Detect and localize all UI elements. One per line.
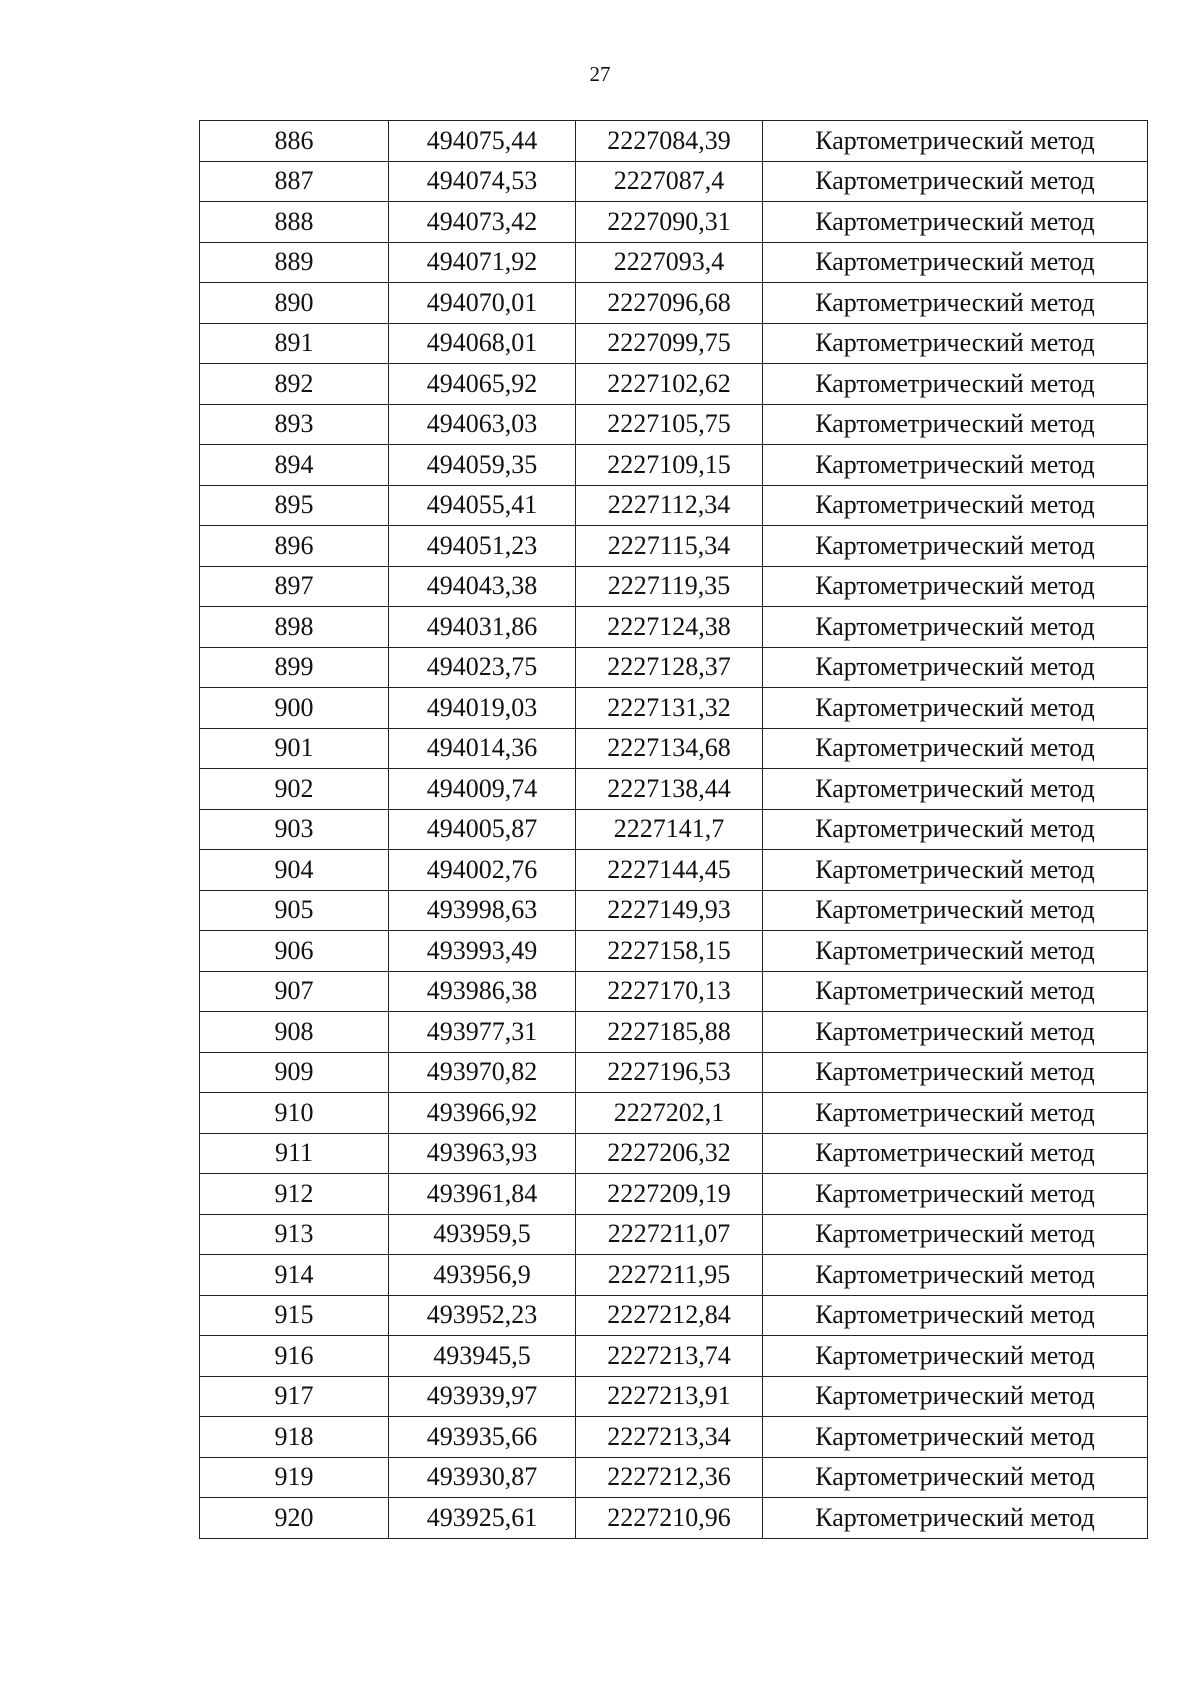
method-cell: Картометрический метод bbox=[763, 566, 1148, 607]
y-coordinate-cell: 2227144,45 bbox=[576, 850, 763, 891]
x-coordinate-cell: 493952,23 bbox=[389, 1295, 576, 1336]
table-row bbox=[200, 1052, 1148, 1093]
y-coordinate-cell: 2227213,74 bbox=[576, 1336, 763, 1377]
point-number-cell: 917 bbox=[200, 1376, 389, 1417]
method-cell: Картометрический метод bbox=[763, 1133, 1148, 1174]
y-coordinate-cell: 2227206,32 bbox=[576, 1133, 763, 1174]
x-coordinate-cell: 493930,87 bbox=[389, 1457, 576, 1498]
table-row bbox=[200, 566, 1148, 607]
method-cell: Картометрический метод bbox=[763, 364, 1148, 405]
y-coordinate-cell: 2227115,34 bbox=[576, 526, 763, 567]
method-cell: Картометрический метод bbox=[763, 1295, 1148, 1336]
y-coordinate-cell: 2227119,35 bbox=[576, 566, 763, 607]
table-row bbox=[200, 242, 1148, 283]
table-row bbox=[200, 485, 1148, 526]
table-row bbox=[200, 121, 1148, 162]
method-cell: Картометрический метод bbox=[763, 283, 1148, 324]
table-row bbox=[200, 607, 1148, 648]
y-coordinate-cell: 2227212,36 bbox=[576, 1457, 763, 1498]
method-cell: Картометрический метод bbox=[763, 445, 1148, 486]
table-row bbox=[200, 1417, 1148, 1458]
table-row bbox=[200, 647, 1148, 688]
method-cell: Картометрический метод bbox=[763, 1457, 1148, 1498]
point-number-cell: 893 bbox=[200, 404, 389, 445]
point-number-cell: 915 bbox=[200, 1295, 389, 1336]
point-number-cell: 899 bbox=[200, 647, 389, 688]
table-row bbox=[200, 1012, 1148, 1053]
table-row bbox=[200, 526, 1148, 567]
table-row bbox=[200, 850, 1148, 891]
y-coordinate-cell: 2227211,95 bbox=[576, 1255, 763, 1296]
point-number-cell: 896 bbox=[200, 526, 389, 567]
y-coordinate-cell: 2227109,15 bbox=[576, 445, 763, 486]
x-coordinate-cell: 494070,01 bbox=[389, 283, 576, 324]
point-number-cell: 887 bbox=[200, 161, 389, 202]
y-coordinate-cell: 2227131,32 bbox=[576, 688, 763, 729]
y-coordinate-cell: 2227213,34 bbox=[576, 1417, 763, 1458]
table-row bbox=[200, 1457, 1148, 1498]
method-cell: Картометрический метод bbox=[763, 485, 1148, 526]
x-coordinate-cell: 494023,75 bbox=[389, 647, 576, 688]
point-number-cell: 904 bbox=[200, 850, 389, 891]
point-number-cell: 909 bbox=[200, 1052, 389, 1093]
method-cell: Картометрический метод bbox=[763, 121, 1148, 162]
y-coordinate-cell: 2227138,44 bbox=[576, 769, 763, 810]
x-coordinate-cell: 494065,92 bbox=[389, 364, 576, 405]
x-coordinate-cell: 493956,9 bbox=[389, 1255, 576, 1296]
x-coordinate-cell: 493977,31 bbox=[389, 1012, 576, 1053]
table-row bbox=[200, 1295, 1148, 1336]
x-coordinate-cell: 493998,63 bbox=[389, 890, 576, 931]
x-coordinate-cell: 494051,23 bbox=[389, 526, 576, 567]
point-number-cell: 913 bbox=[200, 1214, 389, 1255]
point-number-cell: 907 bbox=[200, 971, 389, 1012]
table-row bbox=[200, 364, 1148, 405]
x-coordinate-cell: 494019,03 bbox=[389, 688, 576, 729]
point-number-cell: 890 bbox=[200, 283, 389, 324]
y-coordinate-cell: 2227212,84 bbox=[576, 1295, 763, 1336]
coordinates-table-body bbox=[200, 121, 1148, 1539]
method-cell: Картометрический метод bbox=[763, 688, 1148, 729]
y-coordinate-cell: 2227084,39 bbox=[576, 121, 763, 162]
table-row bbox=[200, 1133, 1148, 1174]
point-number-cell: 898 bbox=[200, 607, 389, 648]
method-cell: Картометрический метод bbox=[763, 1255, 1148, 1296]
point-number-cell: 891 bbox=[200, 323, 389, 364]
x-coordinate-cell: 493939,97 bbox=[389, 1376, 576, 1417]
method-cell: Картометрический метод bbox=[763, 1336, 1148, 1377]
method-cell: Картометрический метод bbox=[763, 1093, 1148, 1134]
point-number-cell: 911 bbox=[200, 1133, 389, 1174]
table-row bbox=[200, 890, 1148, 931]
x-coordinate-cell: 494055,41 bbox=[389, 485, 576, 526]
point-number-cell: 914 bbox=[200, 1255, 389, 1296]
table-row bbox=[200, 323, 1148, 364]
method-cell: Картометрический метод bbox=[763, 1376, 1148, 1417]
method-cell: Картометрический метод bbox=[763, 161, 1148, 202]
point-number-cell: 908 bbox=[200, 1012, 389, 1053]
x-coordinate-cell: 493925,61 bbox=[389, 1498, 576, 1539]
y-coordinate-cell: 2227213,91 bbox=[576, 1376, 763, 1417]
x-coordinate-cell: 493993,49 bbox=[389, 931, 576, 972]
point-number-cell: 918 bbox=[200, 1417, 389, 1458]
y-coordinate-cell: 2227128,37 bbox=[576, 647, 763, 688]
x-coordinate-cell: 493970,82 bbox=[389, 1052, 576, 1093]
x-coordinate-cell: 493963,93 bbox=[389, 1133, 576, 1174]
point-number-cell: 897 bbox=[200, 566, 389, 607]
y-coordinate-cell: 2227099,75 bbox=[576, 323, 763, 364]
table-row bbox=[200, 1093, 1148, 1134]
y-coordinate-cell: 2227105,75 bbox=[576, 404, 763, 445]
table-row bbox=[200, 769, 1148, 810]
table-row bbox=[200, 1255, 1148, 1296]
y-coordinate-cell: 2227090,31 bbox=[576, 202, 763, 243]
point-number-cell: 900 bbox=[200, 688, 389, 729]
point-number-cell: 886 bbox=[200, 121, 389, 162]
y-coordinate-cell: 2227185,88 bbox=[576, 1012, 763, 1053]
coordinates-table bbox=[199, 120, 1148, 1539]
x-coordinate-cell: 494071,92 bbox=[389, 242, 576, 283]
y-coordinate-cell: 2227170,13 bbox=[576, 971, 763, 1012]
x-coordinate-cell: 493961,84 bbox=[389, 1174, 576, 1215]
x-coordinate-cell: 494075,44 bbox=[389, 121, 576, 162]
table-row bbox=[200, 809, 1148, 850]
point-number-cell: 919 bbox=[200, 1457, 389, 1498]
x-coordinate-cell: 494074,53 bbox=[389, 161, 576, 202]
method-cell: Картометрический метод bbox=[763, 1417, 1148, 1458]
y-coordinate-cell: 2227102,62 bbox=[576, 364, 763, 405]
point-number-cell: 910 bbox=[200, 1093, 389, 1134]
method-cell: Картометрический метод bbox=[763, 1012, 1148, 1053]
point-number-cell: 894 bbox=[200, 445, 389, 486]
table-row bbox=[200, 161, 1148, 202]
method-cell: Картометрический метод bbox=[763, 1052, 1148, 1093]
x-coordinate-cell: 494043,38 bbox=[389, 566, 576, 607]
point-number-cell: 901 bbox=[200, 728, 389, 769]
y-coordinate-cell: 2227211,07 bbox=[576, 1214, 763, 1255]
y-coordinate-cell: 2227093,4 bbox=[576, 242, 763, 283]
point-number-cell: 916 bbox=[200, 1336, 389, 1377]
point-number-cell: 895 bbox=[200, 485, 389, 526]
method-cell: Картометрический метод bbox=[763, 1214, 1148, 1255]
x-coordinate-cell: 494059,35 bbox=[389, 445, 576, 486]
y-coordinate-cell: 2227124,38 bbox=[576, 607, 763, 648]
method-cell: Картометрический метод bbox=[763, 647, 1148, 688]
y-coordinate-cell: 2227158,15 bbox=[576, 931, 763, 972]
method-cell: Картометрический метод bbox=[763, 971, 1148, 1012]
method-cell: Картометрический метод bbox=[763, 809, 1148, 850]
table-row bbox=[200, 1498, 1148, 1539]
point-number-cell: 902 bbox=[200, 769, 389, 810]
method-cell: Картометрический метод bbox=[763, 850, 1148, 891]
y-coordinate-cell: 2227134,68 bbox=[576, 728, 763, 769]
x-coordinate-cell: 494068,01 bbox=[389, 323, 576, 364]
y-coordinate-cell: 2227112,34 bbox=[576, 485, 763, 526]
x-coordinate-cell: 494002,76 bbox=[389, 850, 576, 891]
point-number-cell: 920 bbox=[200, 1498, 389, 1539]
y-coordinate-cell: 2227196,53 bbox=[576, 1052, 763, 1093]
point-number-cell: 906 bbox=[200, 931, 389, 972]
point-number-cell: 888 bbox=[200, 202, 389, 243]
point-number-cell: 903 bbox=[200, 809, 389, 850]
table-row bbox=[200, 404, 1148, 445]
x-coordinate-cell: 494073,42 bbox=[389, 202, 576, 243]
method-cell: Картометрический метод bbox=[763, 404, 1148, 445]
method-cell: Картометрический метод bbox=[763, 890, 1148, 931]
table-row bbox=[200, 1336, 1148, 1377]
table-row bbox=[200, 445, 1148, 486]
table-row bbox=[200, 971, 1148, 1012]
method-cell: Картометрический метод bbox=[763, 769, 1148, 810]
x-coordinate-cell: 494063,03 bbox=[389, 404, 576, 445]
method-cell: Картометрический метод bbox=[763, 1498, 1148, 1539]
x-coordinate-cell: 493945,5 bbox=[389, 1336, 576, 1377]
method-cell: Картометрический метод bbox=[763, 202, 1148, 243]
table-row bbox=[200, 728, 1148, 769]
y-coordinate-cell: 2227149,93 bbox=[576, 890, 763, 931]
table-row bbox=[200, 688, 1148, 729]
y-coordinate-cell: 2227087,4 bbox=[576, 161, 763, 202]
x-coordinate-cell: 493966,92 bbox=[389, 1093, 576, 1134]
table-row bbox=[200, 931, 1148, 972]
method-cell: Картометрический метод bbox=[763, 1174, 1148, 1215]
point-number-cell: 892 bbox=[200, 364, 389, 405]
y-coordinate-cell: 2227202,1 bbox=[576, 1093, 763, 1134]
method-cell: Картометрический метод bbox=[763, 242, 1148, 283]
y-coordinate-cell: 2227141,7 bbox=[576, 809, 763, 850]
x-coordinate-cell: 493986,38 bbox=[389, 971, 576, 1012]
method-cell: Картометрический метод bbox=[763, 728, 1148, 769]
x-coordinate-cell: 493935,66 bbox=[389, 1417, 576, 1458]
table-row bbox=[200, 202, 1148, 243]
x-coordinate-cell: 494031,86 bbox=[389, 607, 576, 648]
method-cell: Картометрический метод bbox=[763, 607, 1148, 648]
method-cell: Картометрический метод bbox=[763, 526, 1148, 567]
y-coordinate-cell: 2227210,96 bbox=[576, 1498, 763, 1539]
method-cell: Картометрический метод bbox=[763, 931, 1148, 972]
y-coordinate-cell: 2227096,68 bbox=[576, 283, 763, 324]
method-cell: Картометрический метод bbox=[763, 323, 1148, 364]
x-coordinate-cell: 494009,74 bbox=[389, 769, 576, 810]
table-row bbox=[200, 1214, 1148, 1255]
point-number-cell: 905 bbox=[200, 890, 389, 931]
x-coordinate-cell: 494005,87 bbox=[389, 809, 576, 850]
table-row bbox=[200, 1376, 1148, 1417]
page-number: 27 bbox=[589, 62, 611, 86]
y-coordinate-cell: 2227209,19 bbox=[576, 1174, 763, 1215]
table-row bbox=[200, 283, 1148, 324]
table-row bbox=[200, 1174, 1148, 1215]
point-number-cell: 889 bbox=[200, 242, 389, 283]
x-coordinate-cell: 493959,5 bbox=[389, 1214, 576, 1255]
point-number-cell: 912 bbox=[200, 1174, 389, 1215]
x-coordinate-cell: 494014,36 bbox=[389, 728, 576, 769]
